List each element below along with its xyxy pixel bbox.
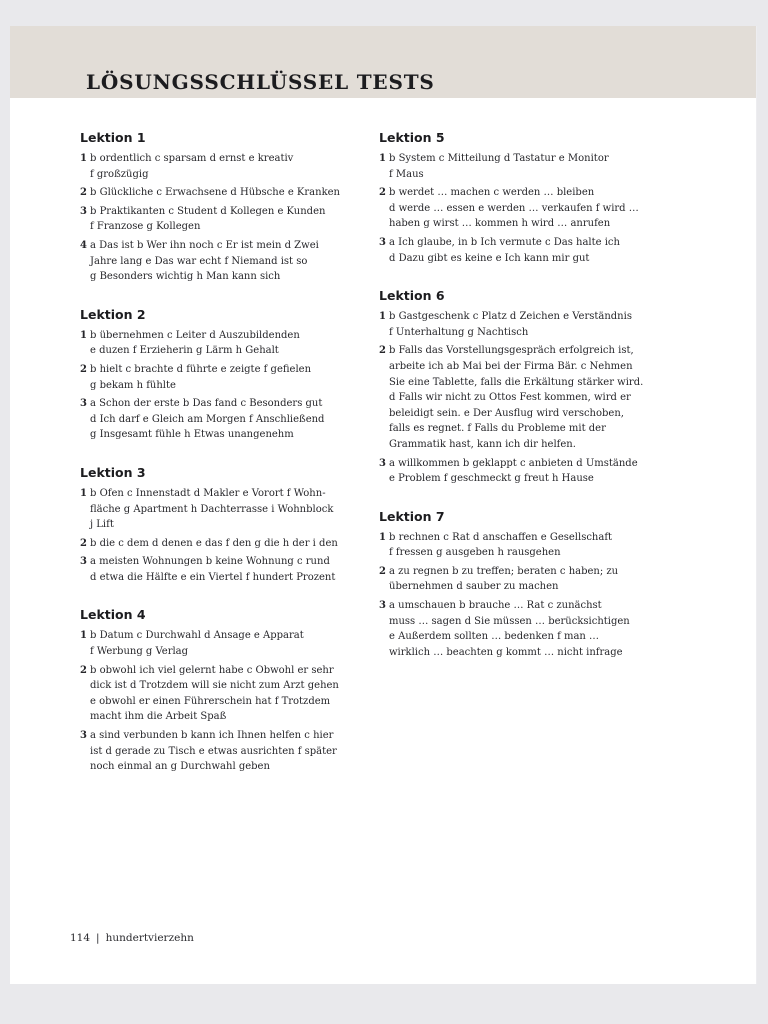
lektion-heading: Lektion 5 [379, 130, 445, 145]
exercise-answers: b Gastgeschenk c Platz d Zeichen e Verständnis f Unterhaltung g Nachtisch [389, 311, 632, 338]
lektion-heading: Lektion 2 [80, 306, 146, 322]
exercise-answers: b obwohl ich viel gelernt habe c Obwohl er sehr dick ist d Trotzdem will sie nicht zum Arzt gehen e obwohl er einen Führerschein hat f Trotzdem macht ihm die Arbeit Spaß [90, 664, 339, 723]
lektion-heading: Lektion 7 [379, 508, 445, 524]
exercise-item [80, 151, 365, 182]
right-column [379, 130, 674, 663]
page-footer [70, 932, 194, 944]
exercise-number: 3 [80, 205, 87, 217]
exercise-number: 3 [379, 600, 386, 612]
exercise-answers: a meisten Wohnungen b keine Wohnung c rund d etwa die Hälfte e ein Viertel f hundert Prozent [90, 556, 336, 583]
exercise-item [80, 328, 365, 359]
page-number: 114 [70, 932, 91, 944]
exercise-number: 1 [379, 311, 386, 323]
exercise-answers: b hielt c brachte d führte e zeigte f gefielen g bekam h fühlte [90, 363, 312, 391]
lektion-heading: Lektion 3 [80, 464, 146, 480]
exercise-item [80, 554, 365, 585]
exercise-item [379, 309, 674, 340]
exercise-answers: b Praktikanten c Student d Kollegen e Kunden f Franzose g Kollegen [90, 205, 326, 233]
lektion-3-section [80, 465, 365, 586]
exercise-answers: a zu regnen b zu treffen; beraten c haben; zu übernehmen d sauber zu machen [389, 565, 619, 593]
exercise-number: 2 [80, 187, 87, 199]
lektion-heading: Lektion 4 [80, 607, 146, 623]
exercise-item [379, 598, 674, 660]
footer-separator: | [96, 932, 100, 944]
exercise-number: 4 [80, 239, 87, 251]
exercise-number: 3 [80, 398, 87, 410]
exercise-item [80, 486, 365, 533]
lektion-7-section [379, 509, 674, 661]
exercise-answers: b Datum c Durchwahl d Ansage e Apparat f Werbung g Verlag [90, 630, 304, 658]
exercise-number: 1 [80, 153, 87, 164]
lektion-5-section [379, 130, 674, 266]
exercise-answers: b Glückliche c Erwachsene d Hübsche e Kranken [90, 187, 340, 199]
exercise-item [80, 728, 365, 775]
exercise-number: 3 [80, 556, 87, 568]
exercise-item [80, 185, 365, 201]
exercise-item [80, 628, 365, 659]
lektion-1-section [80, 130, 365, 285]
exercise-answers: a umschauen b brauche … Rat c zunächst muss … sagen d Sie müssen … berücksichtigen e Außerdem sollten … bedenken f man … wirklich … beachten g kommt … nicht infrage [389, 600, 630, 658]
exercise-number: 2 [80, 664, 87, 676]
exercise-number: 2 [379, 187, 386, 199]
exercise-answers: b ordentlich c sparsam d ernst e kreativ f großzügig [90, 153, 294, 180]
exercise-answers: b übernehmen c Leiter d Auszubildenden e duzen f Erzieherin g Lärm h Gehalt [90, 329, 300, 357]
exercise-answers: b die c dem d denen e das f den g die h der i den [90, 537, 338, 549]
exercise-answers: a Das ist b Wer ihn noch c Er ist mein d Zwei Jahre lang e Das war echt f Niemand ist so g Besonders wichtig h Man kann sich [90, 239, 319, 283]
exercise-answers: a Schon der erste b Das fand c Besonders gut d Ich darf e Gleich am Morgen f Anschließend g Insgesamt fühle h Etwas unangenehm [90, 398, 325, 441]
lektion-heading: Lektion 6 [379, 288, 445, 304]
exercise-item [80, 238, 365, 285]
exercise-item [379, 151, 674, 182]
lektion-4-section [80, 607, 365, 774]
exercise-number: 2 [80, 363, 87, 375]
exercise-item [379, 530, 674, 561]
exercise-answers: b werdet … machen c werden … bleiben d werde … essen e werden … verkaufen f wird … haben g wirst … kommen h wird … anrufen [389, 187, 639, 230]
lektion-heading: Lektion 1 [80, 130, 146, 145]
document-page [10, 26, 756, 984]
exercise-answers: a willkommen b geklappt c anbieten d Umstände e Problem f geschmeckt g freut h Hause [389, 457, 638, 485]
exercise-answers: b Ofen c Innenstadt d Makler e Vorort f Wohn- fläche g Apartment h Dachterrasse i Wohnblock j Lift [90, 487, 334, 531]
exercise-item [80, 663, 365, 725]
exercise-number: 2 [80, 537, 87, 549]
exercise-answers: a Ich glaube, in b Ich vermute c Das halte ich d Dazu gibt es keine e Ich kann mir gut [389, 236, 620, 264]
exercise-number: 1 [80, 487, 87, 499]
exercise-item [379, 456, 674, 487]
exercise-number: 1 [80, 630, 87, 642]
left-column [80, 130, 365, 778]
exercise-answers: b System c Mitteilung d Tastatur e Monitor f Maus [389, 153, 609, 180]
exercise-answers: b rechnen c Rat d anschaffen e Gesellschaft f fressen g ausgeben h rausgehen [389, 531, 613, 559]
exercise-item [379, 235, 674, 266]
exercise-item [80, 536, 365, 552]
exercise-item [379, 343, 674, 452]
exercise-number: 2 [379, 345, 386, 357]
exercise-item [80, 204, 365, 235]
exercise-item [80, 362, 365, 393]
exercise-item [379, 185, 674, 232]
lektion-6-section [379, 288, 674, 487]
page-number-word: hundertvierzehn [105, 932, 194, 944]
exercise-number: 2 [379, 565, 386, 577]
exercise-answers: b Falls das Vorstellungsgespräch erfolgreich ist, arbeite ich ab Mai bei der Firma Bär. c Nehmen Sie eine Tablette, falls die Erkältung stärker wird. d Falls wir nicht zu Ottos Fest kommen, wird er beleidigt sein. e Der Ausflug wird verschoben, falls es regnet. f Falls du Probleme mit der Grammatik hast, kann ich dir helfen. [389, 345, 644, 450]
exercise-number: 1 [379, 531, 386, 543]
exercise-number: 1 [80, 329, 87, 341]
exercise-item [80, 396, 365, 443]
exercise-number: 3 [379, 236, 386, 248]
lektion-2-section [80, 307, 365, 443]
exercise-item [379, 564, 674, 595]
exercise-number: 1 [379, 153, 386, 164]
exercise-number: 3 [379, 457, 386, 469]
exercise-number: 3 [80, 730, 87, 742]
page-title: LÖSUNGSSCHLÜSSEL TESTS [86, 70, 435, 94]
exercise-answers: a sind verbunden b kann ich Ihnen helfen c hier ist d gerade zu Tisch e etwas ausrichten f später noch einmal an g Durchwahl geben [90, 730, 337, 773]
